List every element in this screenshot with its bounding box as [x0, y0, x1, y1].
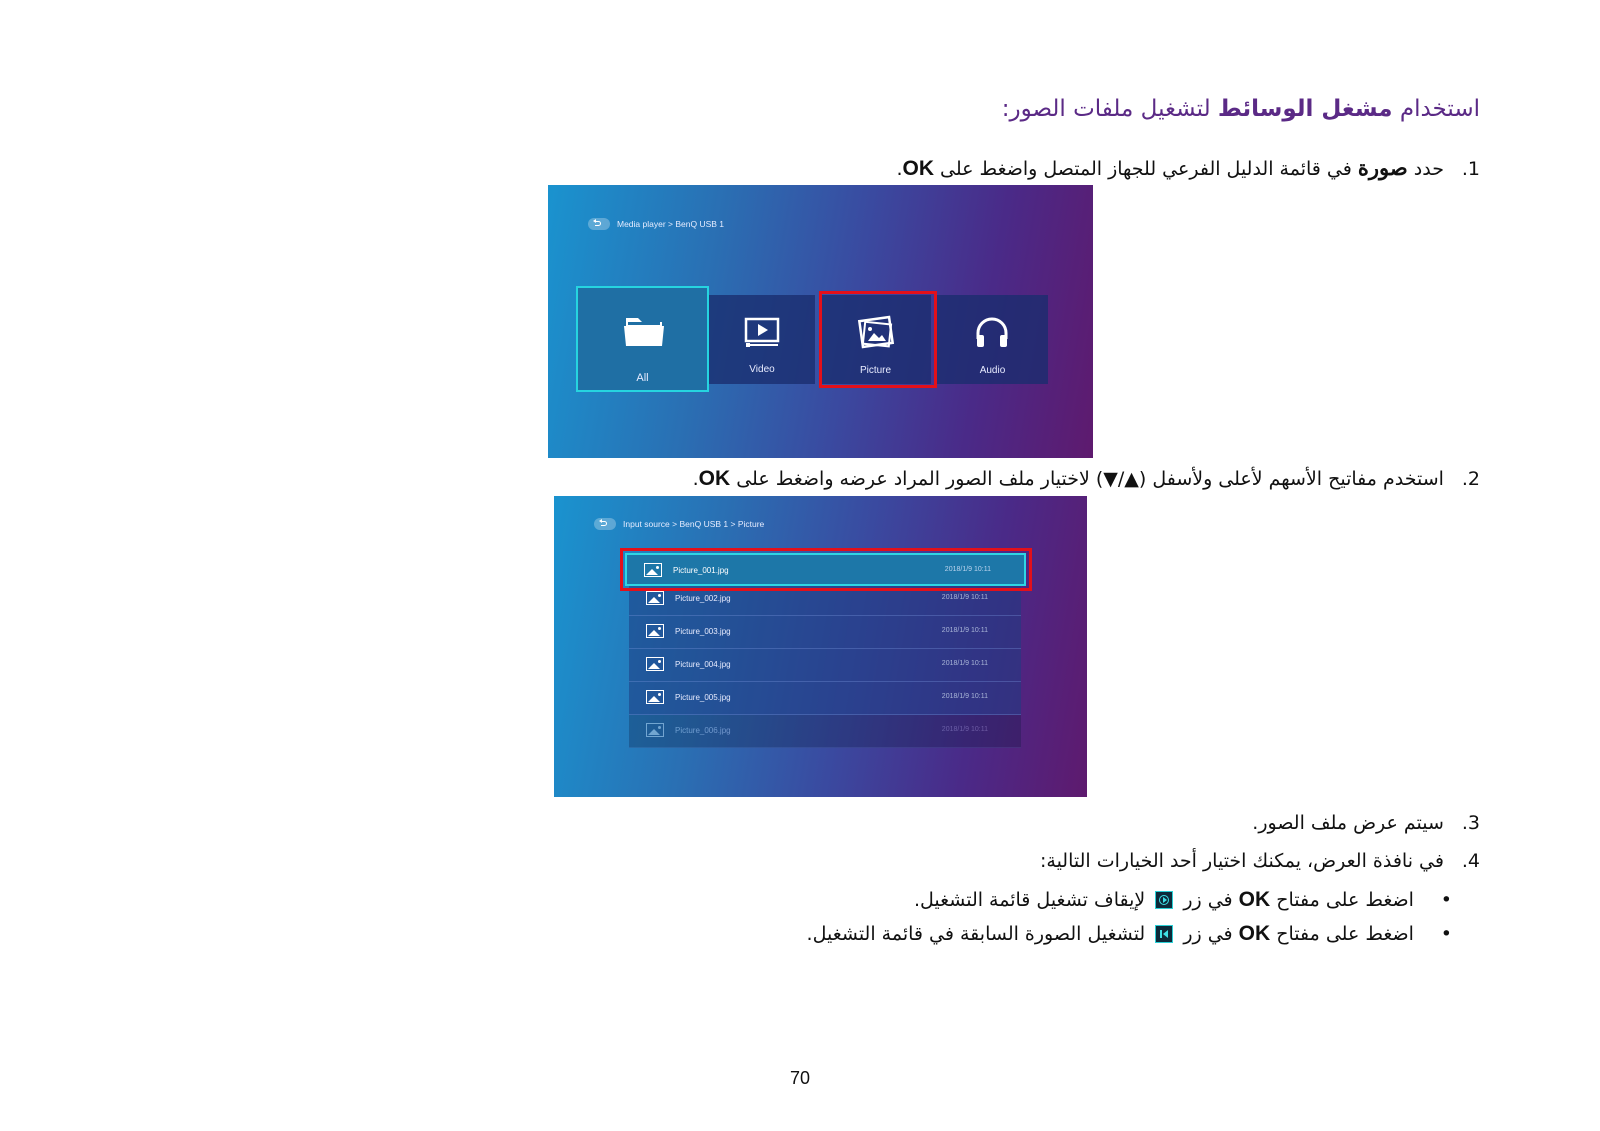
step-text: في قائمة الدليل الفرعي للجهاز المتصل واضغط على [940, 158, 1352, 180]
folder-icon [622, 312, 666, 350]
file-name: Picture_002.jpg [675, 594, 731, 603]
punct: . [692, 468, 699, 490]
title-bold: مشغل الوسائط [1217, 96, 1393, 122]
step-text: حدد [1413, 158, 1444, 180]
tile-label: Video [749, 364, 775, 375]
step-4 [1040, 850, 1480, 872]
step-number: 1. [1461, 158, 1480, 180]
tile-label: Audio [979, 365, 1006, 376]
list-item[interactable] [629, 715, 1021, 748]
bullet-dot: • [1440, 889, 1452, 911]
ok-key-label: OK [1238, 888, 1271, 911]
ok-key-label: OK [1238, 922, 1271, 945]
bullet-2 [807, 922, 1452, 946]
file-date: 2018/1/9 10:11 [941, 594, 988, 601]
file-date: 2018/1/9 10:11 [941, 660, 988, 667]
bullet-text: لتشغيل الصورة السابقة في قائمة التشغيل. [806, 923, 1146, 945]
play-pause-icon [1155, 891, 1173, 909]
file-name: Picture_003.jpg [675, 627, 731, 636]
list-item[interactable] [629, 616, 1021, 649]
bullet-text: اضغط على مفتاح [1276, 889, 1414, 911]
previous-icon [1155, 925, 1173, 943]
back-icon[interactable] [588, 218, 610, 230]
step-number: 2. [1461, 468, 1480, 490]
section-title [1002, 96, 1480, 122]
highlight-box [620, 548, 1032, 591]
tile-all[interactable] [576, 286, 709, 392]
file-date: 2018/1/9 10:11 [941, 693, 988, 700]
bullet-dot: • [1440, 923, 1452, 945]
tile-audio[interactable] [937, 295, 1048, 384]
tile-video[interactable] [709, 295, 815, 384]
bullet-text: في زر [1183, 889, 1233, 911]
file-date: 2018/1/9 10:11 [944, 566, 991, 573]
step-number: 3. [1461, 812, 1480, 834]
file-date: 2018/1/9 10:11 [941, 627, 988, 634]
highlight-box [819, 291, 937, 388]
bullet-text: اضغط على مفتاح [1276, 923, 1414, 945]
file-name: Picture_001.jpg [673, 566, 729, 575]
media-player-screenshot [548, 185, 1093, 458]
ok-key-label: OK [902, 157, 934, 180]
page-number: 70 [789, 1068, 811, 1088]
step-text: استخدم مفاتيح الأسهم لأعلى ولأسفل (▲/▼) لاختيار ملف الصور المراد عرضه واضغط على [736, 468, 1444, 490]
image-file-icon [646, 657, 664, 671]
back-icon[interactable] [594, 518, 616, 530]
step-1 [896, 156, 1480, 181]
title-suffix: لتشغيل ملفات الصور: [1001, 96, 1211, 122]
picture-list-screenshot [554, 496, 1087, 797]
image-file-icon [646, 690, 664, 704]
ok-key-label: OK [698, 467, 731, 490]
bullet-text: في زر [1183, 923, 1233, 945]
step-3 [1252, 812, 1480, 834]
title-prefix: استخدام [1399, 96, 1480, 122]
breadcrumb [588, 218, 724, 230]
step-bold: صورة [1357, 157, 1408, 180]
step-2 [693, 467, 1480, 491]
video-icon [744, 317, 780, 349]
breadcrumb-text: Media player > BenQ USB 1 [617, 219, 725, 229]
tile-label: All [636, 372, 649, 384]
bullet-text: لإيقاف تشغيل قائمة التشغيل. [913, 889, 1146, 911]
image-file-icon [646, 624, 664, 638]
tile-label: Picture [859, 365, 892, 376]
punct: . [896, 158, 903, 180]
breadcrumb-text: Input source > BenQ USB 1 > Picture [623, 519, 765, 529]
image-file-icon [646, 591, 664, 605]
breadcrumb [594, 518, 764, 530]
headphones-icon [974, 315, 1010, 349]
list-item[interactable] [629, 649, 1021, 682]
file-name: Picture_005.jpg [675, 693, 731, 702]
file-date: 2018/1/9 10:11 [941, 726, 988, 733]
file-name: Picture_006.jpg [675, 726, 731, 735]
file-name: Picture_004.jpg [675, 660, 731, 669]
bullet-1 [914, 888, 1452, 912]
step-text: سيتم عرض ملف الصور. [1252, 812, 1444, 834]
step-number: 4. [1461, 850, 1480, 872]
step-text: في نافذة العرض، يمكنك اختيار أحد الخيارات التالية: [1039, 850, 1444, 872]
image-file-icon [646, 723, 664, 737]
list-item[interactable] [629, 682, 1021, 715]
